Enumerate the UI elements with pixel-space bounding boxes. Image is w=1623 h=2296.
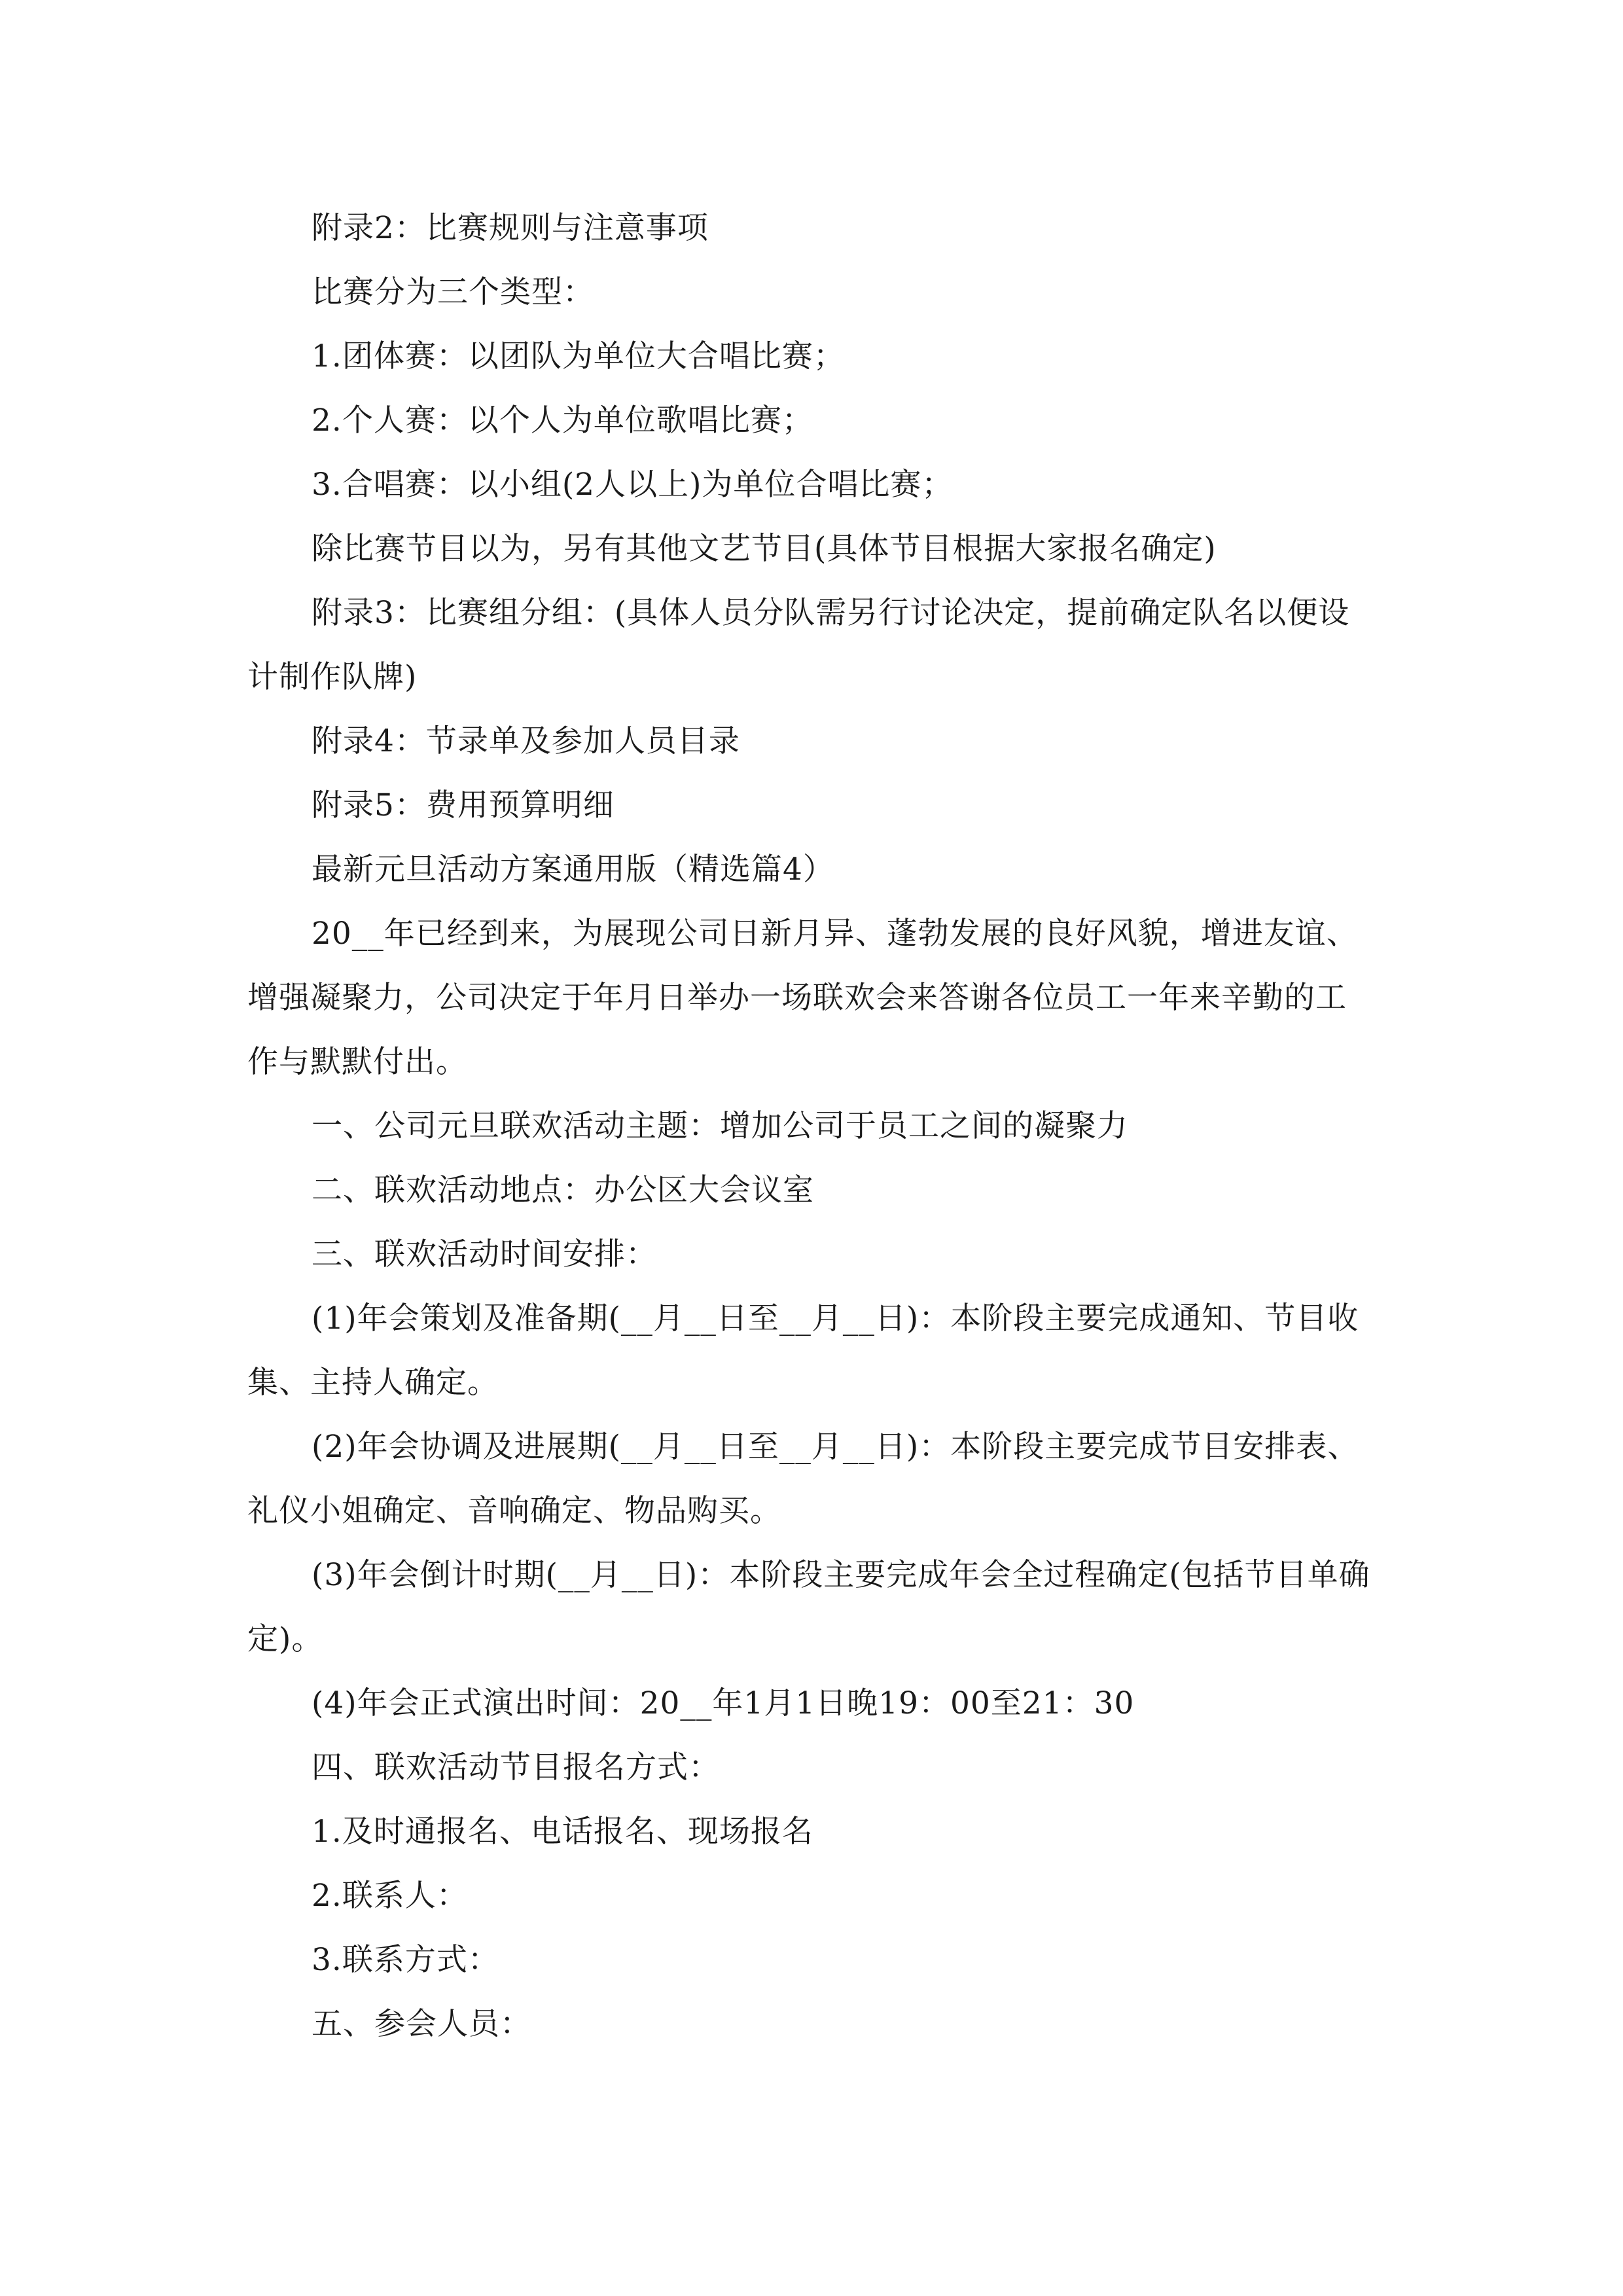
- document-body: [247, 196, 1376, 2056]
- section-title-plan-4: 最新元旦活动方案通用版（精选篇4）: [312, 852, 834, 888]
- registration-contact-method: 3.联系方式：: [312, 1942, 499, 1978]
- appendix-5-budget: 附录5：费用预算明细: [312, 787, 615, 823]
- intro-paragraph: 20__年已经到来，为展现公司日新月异、蓬勃发展的良好风貌，增进友谊、增强凝聚力，公司决定于年月日举办一场联欢会来答谢各位员工一年来辛勤的工作与默默付出。: [247, 916, 1358, 1080]
- item-2-location: 二、联欢活动地点：办公区大会议室: [312, 1172, 814, 1208]
- schedule-phase-3: (3)年会倒计时期(__月__日)：本阶段主要完成年会全过程确定(包括节目单确定)。: [247, 1557, 1370, 1657]
- registration-method-1: 1.及时通报名、电话报名、现场报名: [312, 1814, 813, 1850]
- schedule-phase-4: (4)年会正式演出时间：20__年1月1日晚19：00至21：30: [312, 1685, 1135, 1721]
- competition-type-chorus: 3.合唱赛：以小组(2人以上)为单位合唱比赛；: [312, 467, 954, 503]
- item-5-attendees-heading: 五、参会人员：: [312, 2006, 531, 2042]
- appendix-3-grouping: 附录3：比赛组分组：(具体人员分队需另行讨论决定，提前确定队名以便设计制作队牌): [247, 595, 1350, 695]
- competition-types-intro: 比赛分为三个类型：: [312, 274, 594, 310]
- other-performances-note: 除比赛节目以为，另有其他文艺节目(具体节目根据大家报名确定): [312, 531, 1217, 567]
- appendix-2-heading: 附录2：比赛规则与注意事项: [312, 210, 709, 246]
- schedule-phase-2: (2)年会协调及进展期(__月__日至__月__日)：本阶段主要完成节目安排表、礼仪小姐确定、音响确定、物品购买。: [247, 1429, 1359, 1529]
- appendix-4-program-list: 附录4：节录单及参加人员目录: [312, 723, 740, 759]
- item-4-registration-heading: 四、联欢活动节目报名方式：: [312, 1749, 720, 1785]
- item-3-schedule-heading: 三、联欢活动时间安排：: [312, 1236, 657, 1272]
- schedule-phase-1: (1)年会策划及准备期(__月__日至__月__日)：本阶段主要完成通知、节目收集、主持人确定。: [247, 1300, 1359, 1401]
- registration-contact-person: 2.联系人：: [312, 1878, 468, 1914]
- competition-type-individual: 2.个人赛：以个人为单位歌唱比赛；: [312, 403, 813, 439]
- item-1-theme: 一、公司元旦联欢活动主题：增加公司于员工之间的凝聚力: [312, 1108, 1128, 1144]
- competition-type-team: 1.团体赛：以团队为单位大合唱比赛；: [312, 338, 845, 374]
